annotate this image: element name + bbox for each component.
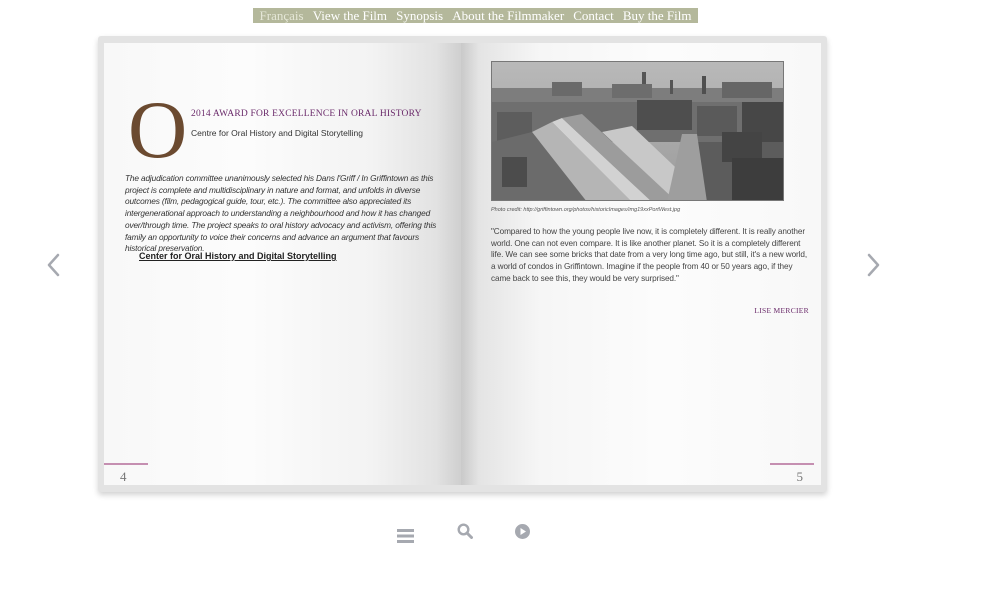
page-rule-left bbox=[104, 463, 148, 465]
award-description: The adjudication committee unanimously selected his Dans l'Griff / In Griffintown as this project is complete and multidisciplinary in nature and format, and unfolds in diverse outcomes (film, pedagogical guide, tour, etc.). The committee also appreciated its intergenerational approach to understanding a neighbourhood and how it has changed over/through time. The project speaks to oral history advocacy and activism, offering this family an opportunity to voice their concerns and advance an argument that favours historical preservation. bbox=[125, 173, 437, 254]
photo-credit: Photo credit: http://griffintown.org/photos/historicImages/img19xxPortWest.jpg bbox=[491, 207, 681, 213]
nav-item-synopsis[interactable]: Synopsis bbox=[396, 8, 444, 23]
nav-item-about-the-filmmaker[interactable]: About the Filmmaker bbox=[452, 8, 565, 23]
quote-author: LISE MERCIER bbox=[754, 306, 809, 315]
page-rule-right bbox=[770, 463, 814, 465]
hamburger-menu-icon[interactable] bbox=[397, 528, 415, 549]
page-number-right: 5 bbox=[796, 469, 803, 484]
quote-text: "Compared to how the young people live now, it is completely different. It is really another world. One can not even compare. It is like another planet. So it is a completely different life. We can see some bricks that date from a very long time ago, but still, it's a new world, a world of condos in Griffintown. Imagine if the people from 40 or 50 years ago, if they came back to see this, they would be very surprised." bbox=[491, 227, 808, 283]
play-circle-icon[interactable] bbox=[514, 523, 531, 545]
award-title: 2014 AWARD FOR EXCELLENCE IN ORAL HISTORY bbox=[191, 109, 422, 119]
drop-cap: O bbox=[128, 84, 188, 175]
organization-link[interactable]: Center for Oral History and Digital Storytelling bbox=[139, 251, 337, 261]
page-number-left: 4 bbox=[120, 469, 127, 484]
chevron-right-icon[interactable] bbox=[861, 252, 885, 278]
award-organization: Centre for Oral History and Digital Storytelling bbox=[191, 128, 363, 138]
flipbook bbox=[98, 36, 827, 492]
nav-item-contact[interactable]: Contact bbox=[573, 8, 614, 23]
nav-item-buy-the-film[interactable]: Buy the Film bbox=[622, 8, 692, 23]
nav-item-francais[interactable]: Français bbox=[259, 8, 304, 23]
nav-item-view-the-film[interactable]: View the Film bbox=[312, 8, 388, 23]
left-page[interactable] bbox=[104, 43, 461, 485]
historic-griffintown-photo bbox=[491, 61, 784, 201]
magnifier-icon[interactable] bbox=[457, 523, 473, 544]
chevron-left-icon[interactable] bbox=[42, 252, 66, 278]
top-nav bbox=[253, 8, 698, 23]
right-page[interactable] bbox=[461, 43, 821, 485]
